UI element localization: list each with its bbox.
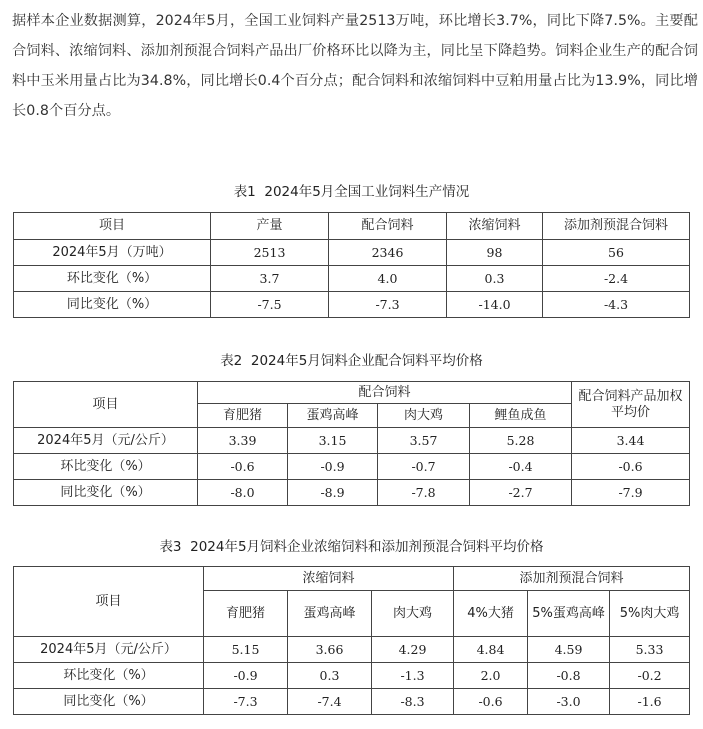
table3-header-item: 项目	[14, 567, 204, 637]
table1-header-output: 产量	[211, 213, 329, 240]
table-cell: -7.9	[572, 480, 690, 506]
table2-header-item: 项目	[14, 382, 198, 428]
table2-sub-header: 肉大鸡	[378, 404, 470, 428]
table-cell: -1.6	[610, 689, 690, 715]
table3-header-row	[14, 567, 690, 591]
table-cell: -7.4	[288, 689, 372, 715]
table-cell: -0.7	[378, 454, 470, 480]
table-cell: 2513	[211, 240, 329, 266]
table-cell: -8.3	[372, 689, 454, 715]
table-cell: 3.39	[198, 428, 288, 454]
table-row	[14, 637, 690, 663]
table-cell: -2.4	[543, 266, 690, 292]
table-cell: 3.15	[288, 428, 378, 454]
table-cell: -8.0	[198, 480, 288, 506]
table-cell: -0.2	[610, 663, 690, 689]
table2-sub-header: 育肥猪	[198, 404, 288, 428]
table-cell: -7.5	[211, 292, 329, 318]
table3-concentrate-premix-prices	[13, 566, 690, 715]
table-cell: -0.8	[528, 663, 610, 689]
table-row	[14, 266, 690, 292]
table-cell: 5.28	[470, 428, 572, 454]
table3-header-premix-group: 添加剂预混合饲料	[454, 567, 690, 591]
table-cell: -0.9	[288, 454, 378, 480]
table1-caption: 表1 2024年5月全国工业饲料生产情况	[233, 184, 470, 200]
table-cell: 4.0	[329, 266, 447, 292]
table2-header-weighted-average: 配合饲料产品加权平均价	[572, 382, 690, 428]
table-cell: -0.9	[204, 663, 288, 689]
table-cell: -1.3	[372, 663, 454, 689]
table-row	[14, 663, 690, 689]
table-cell: 5.15	[204, 637, 288, 663]
table2-sub-header: 蛋鸡高峰	[288, 404, 378, 428]
table-cell: -14.0	[447, 292, 543, 318]
table2-header-compound-group: 配合饲料	[198, 382, 572, 404]
table-cell: 4.84	[454, 637, 528, 663]
table-cell: 0.3	[288, 663, 372, 689]
table-cell: 5.33	[610, 637, 690, 663]
row-label: 环比变化（%）	[14, 454, 198, 480]
table1-header-row	[14, 213, 690, 240]
table-cell: 0.3	[447, 266, 543, 292]
table-cell: -2.7	[470, 480, 572, 506]
table1-header-compound: 配合饲料	[329, 213, 447, 240]
table-row	[14, 428, 690, 454]
row-label: 环比变化（%）	[14, 663, 204, 689]
table-cell: -0.6	[454, 689, 528, 715]
table-cell: 3.66	[288, 637, 372, 663]
table3-sub-header: 5%肉大鸡	[610, 591, 690, 637]
table1-header-item: 项目	[14, 213, 211, 240]
table1-header-premix: 添加剂预混合饲料	[543, 213, 690, 240]
table1-production	[13, 212, 690, 318]
table-cell: 56	[543, 240, 690, 266]
table3-sub-header: 肉大鸡	[372, 591, 454, 637]
table3-header-concentrate-group: 浓缩饲料	[204, 567, 454, 591]
table-cell: -0.6	[198, 454, 288, 480]
table-cell: 98	[447, 240, 543, 266]
table3-caption: 表3 2024年5月饲料企业浓缩饲料和添加剂预混合饲料平均价格	[159, 539, 544, 555]
row-label: 同比变化（%）	[14, 292, 211, 318]
table-cell: -7.3	[329, 292, 447, 318]
table-cell: 2.0	[454, 663, 528, 689]
table2-sub-header: 鲤鱼成鱼	[470, 404, 572, 428]
table-cell: -8.9	[288, 480, 378, 506]
row-label: 2024年5月（元/公斤）	[14, 637, 204, 663]
table-cell: -3.0	[528, 689, 610, 715]
table-row	[14, 454, 690, 480]
table-row	[14, 292, 690, 318]
table-cell: -4.3	[543, 292, 690, 318]
table-cell: -7.8	[378, 480, 470, 506]
table3-sub-header: 4%大猪	[454, 591, 528, 637]
table3-sub-header: 5%蛋鸡高峰	[528, 591, 610, 637]
table-cell: 3.44	[572, 428, 690, 454]
table-cell: -0.4	[470, 454, 572, 480]
table-cell: 3.7	[211, 266, 329, 292]
table3-sub-header: 蛋鸡高峰	[288, 591, 372, 637]
table1-header-concentrate: 浓缩饲料	[447, 213, 543, 240]
table-cell: -7.3	[204, 689, 288, 715]
table2-caption: 表2 2024年5月饲料企业配合饲料平均价格	[220, 353, 483, 369]
row-label: 2024年5月（万吨）	[14, 240, 211, 266]
table2-compound-prices	[13, 381, 690, 506]
table-row	[14, 480, 690, 506]
table-row	[14, 689, 690, 715]
row-label: 同比变化（%）	[14, 480, 198, 506]
table-cell: 3.57	[378, 428, 470, 454]
row-label: 环比变化（%）	[14, 266, 211, 292]
table-cell: 4.59	[528, 637, 610, 663]
table2-header-row	[14, 382, 690, 404]
table3-sub-header: 育肥猪	[204, 591, 288, 637]
row-label: 2024年5月（元/公斤）	[14, 428, 198, 454]
row-label: 同比变化（%）	[14, 689, 204, 715]
intro-paragraph: 据样本企业数据测算，2024年5月，全国工业饲料产量2513万吨，环比增长3.7%，同比下降7.5%。主要配合饲料、浓缩饲料、添加剂预混合饲料产品出厂价格环比以降为主，同比呈下降趋势。饲料企业生产的配合饲料中玉米用量占比为34.8%，同比增长0.4个百分点；配合饲料和浓缩饲料中豆粕用量占比为13.9%，同比增长0.8个百分点。	[12, 13, 698, 119]
table-cell: 2346	[329, 240, 447, 266]
table-cell: 4.29	[372, 637, 454, 663]
table-cell: -0.6	[572, 454, 690, 480]
table-row	[14, 240, 690, 266]
